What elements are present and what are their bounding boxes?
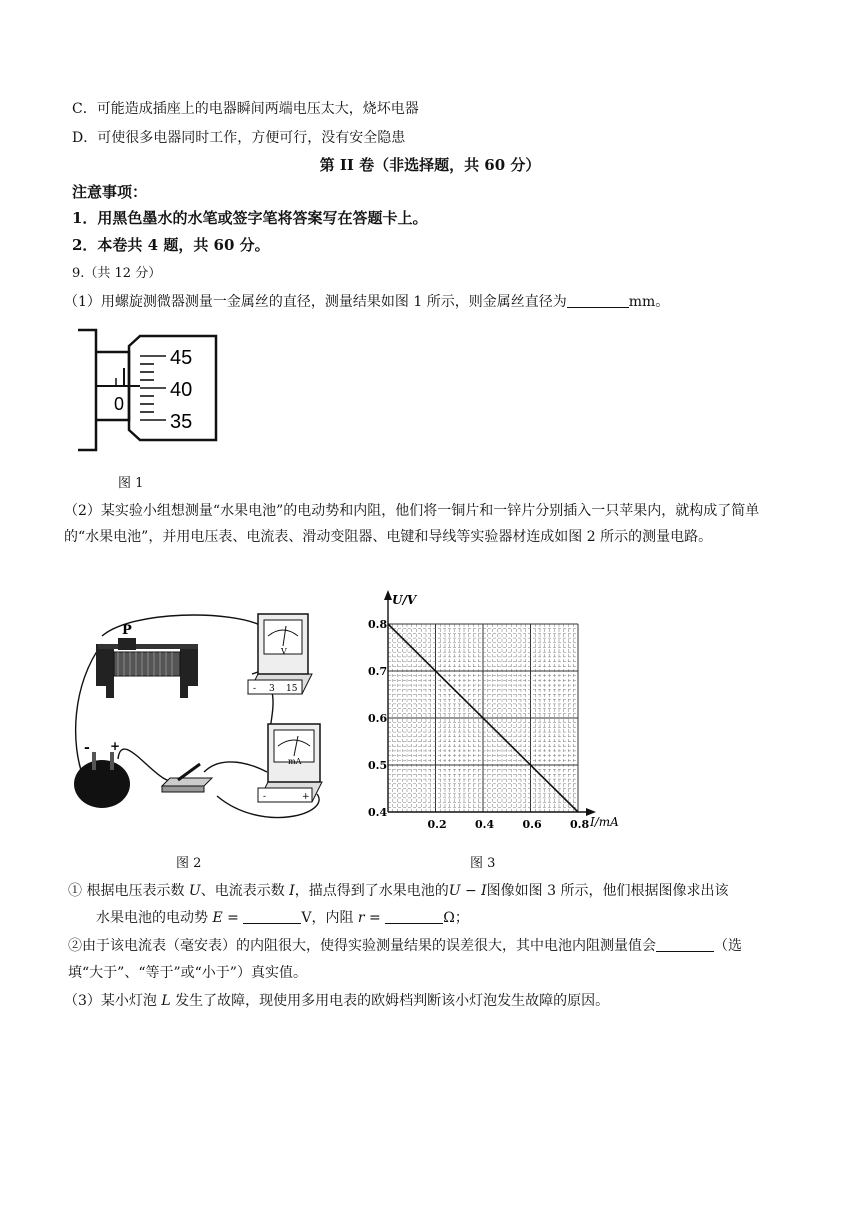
subquestion-1-line-1 xyxy=(68,880,728,900)
notes-heading: 注意事项： xyxy=(72,183,148,201)
answer-blank-diameter xyxy=(567,293,629,308)
voltmeter-terminal-neg: - xyxy=(253,684,257,694)
y-tick-label: 0.8 xyxy=(368,618,388,631)
voltmeter-terminal-15: 15 xyxy=(286,684,298,694)
s1-symbol-r: r xyxy=(357,910,365,926)
p3-symbol-l: L xyxy=(161,993,171,1009)
switch xyxy=(162,764,212,792)
subquestion-1-line-2 xyxy=(96,907,469,927)
answer-blank-compare xyxy=(656,937,714,952)
y-tick-label: 0.5 xyxy=(368,759,388,772)
ammeter-symbol: mA xyxy=(288,757,302,766)
option-d: D．可使很多电器同时工作，方便可行，没有安全隐患 xyxy=(72,130,406,146)
sleeve-zero: 0 xyxy=(114,394,125,414)
x-tick-label: 0.8 xyxy=(570,818,590,831)
s1-equals-r: = xyxy=(364,910,386,926)
battery-terminal-neg: - xyxy=(84,740,90,756)
chart-ticks xyxy=(368,618,589,831)
y-tick-label: 0.4 xyxy=(368,806,388,819)
voltmeter-symbol: V xyxy=(281,647,287,656)
y-tick-label: 0.6 xyxy=(368,712,388,725)
voltmeter-terminal-3: 3 xyxy=(269,684,275,694)
s1-emf-text: 水果电池的电动势 xyxy=(96,910,213,926)
part-1-text: （1）用螺旋测微器测量一金属丝的直径，测量结果如图 1 所示，则金属丝直径为 xyxy=(64,294,567,310)
s1-text-c: ，描点得到了水果电池的 xyxy=(294,883,449,899)
notes-item-2: 2．本卷共 4 题，共 60 分。 xyxy=(72,236,270,254)
ui-chart xyxy=(356,584,626,836)
s1-ohm-text: Ω； xyxy=(443,910,469,926)
part-1-unit: mm。 xyxy=(628,294,670,310)
s2-text: ②由于该电流表（毫安表）的内阻很大，使得实验测量结果的误差很大，其中电池内阻测量值会 xyxy=(68,938,656,954)
fruit-battery xyxy=(74,752,130,808)
y-tick-label: 0.7 xyxy=(368,665,388,678)
battery-terminal-pos: + xyxy=(110,739,121,753)
ammeter-terminal-neg: - xyxy=(263,792,267,802)
s1-text-b: 、电流表示数 xyxy=(200,883,290,899)
thimble-mark-45: 45 xyxy=(170,347,193,369)
subquestion-2-line-2: 填“大于”、“等于”或“小于”）真实值。 xyxy=(68,965,307,981)
s1-symbol-u: U xyxy=(188,883,201,899)
micrometer-frame xyxy=(78,330,96,450)
s1-equals-e: = xyxy=(222,910,244,926)
voltmeter xyxy=(248,614,312,694)
thimble-mark-40: 40 xyxy=(170,379,193,401)
question-9-part-2: （2）某实验小组想测量“水果电池”的电动势和内阻，他们将一铜片和一锌片分别插入一只苹果内，就构成了简单的“水果电池”，并用电压表、电流表、滑动变阻器、电键和导线等实验器材连成如图 2 所示的测量电路。 xyxy=(64,503,760,545)
figure-1-caption: 图 1 xyxy=(118,476,144,491)
question-9-header: 9.（共 12 分） xyxy=(72,266,162,281)
s2-text-end: （选 xyxy=(714,938,742,954)
section-title: 第 II 卷（非选择题，共 60 分） xyxy=(319,156,541,174)
p3-text-a: （3）某小灯泡 xyxy=(64,993,162,1009)
ammeter-terminal-pos: + xyxy=(302,792,310,802)
p3-text-b: 发生了故障，现使用多用电表的欧姆档判断该小灯泡发生故障的原因。 xyxy=(170,993,610,1009)
rheostat xyxy=(96,638,198,698)
question-9-part-3 xyxy=(64,990,609,1010)
s1-ui-symbol: U − I xyxy=(448,883,487,899)
s1-text-a: ① 根据电压表示数 xyxy=(68,883,189,899)
answer-blank-emf xyxy=(243,909,301,924)
notes-item-1: 1．用黑色墨水的水笔或签字笔将答案写在答题卡上。 xyxy=(72,209,428,227)
x-tick-label: 0.2 xyxy=(427,818,447,831)
s1-symbol-e: E xyxy=(212,910,223,926)
s1-symbol-i: I xyxy=(289,883,295,899)
figure-3-caption: 图 3 xyxy=(470,856,496,871)
x-axis-label: I/mA xyxy=(590,815,619,829)
x-tick-label: 0.4 xyxy=(475,818,495,831)
rheostat-slider-label: P xyxy=(122,623,132,638)
micrometer-figure xyxy=(74,322,224,457)
s1-volt-text: V，内阻 xyxy=(301,910,358,926)
subquestion-2-line-1 xyxy=(68,935,742,955)
figure-2-caption: 图 2 xyxy=(176,856,202,871)
question-9-part-1 xyxy=(64,291,669,311)
x-tick-label: 0.6 xyxy=(522,818,542,831)
s1-text-d: 图像如图 3 所示，他们根据图像求出该 xyxy=(486,883,729,899)
option-c: C．可能造成插座上的电器瞬间两端电压太大，烧坏电器 xyxy=(72,101,419,117)
y-axis-label: U/V xyxy=(392,593,417,607)
answer-blank-resistance xyxy=(385,909,443,924)
wire-switch xyxy=(204,762,267,772)
thimble-mark-35: 35 xyxy=(170,411,193,433)
circuit-figure xyxy=(62,604,352,822)
y-axis-arrow xyxy=(384,590,392,600)
